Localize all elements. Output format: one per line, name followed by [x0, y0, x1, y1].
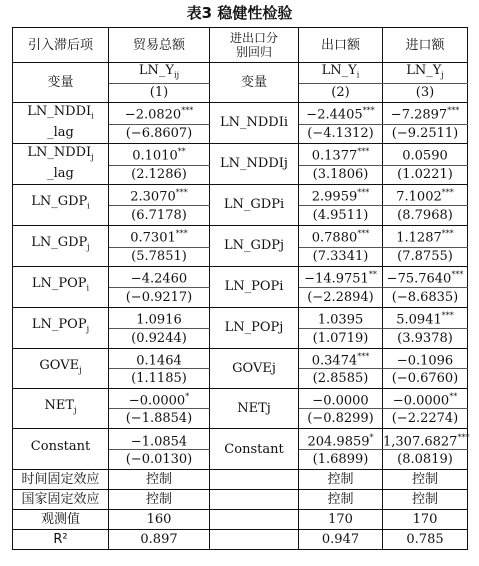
coef-value: 7.1002	[396, 189, 442, 205]
coef-exp	[299, 388, 383, 408]
row-variable-2: LN_NDDIi	[210, 102, 299, 143]
coef-total	[109, 429, 210, 450]
footer-row	[13, 510, 468, 530]
row-variable	[13, 225, 109, 266]
tstat-imp: (−8.6835)	[383, 287, 468, 307]
table-row	[13, 266, 468, 287]
coef-value: 5.0941	[396, 312, 442, 328]
row-variable-2: LN_GDPi	[210, 184, 299, 225]
coef-value: −2.0820	[124, 107, 182, 123]
header-total-trade: 贸易总额	[109, 28, 210, 63]
tstat-exp: (3.1806)	[299, 165, 383, 184]
header-separate-line1: 进出口分	[229, 31, 278, 45]
coef-value: 2.3070	[130, 189, 176, 205]
significance-stars: ***	[175, 229, 188, 239]
coef-imp	[383, 348, 468, 368]
footer-total: 160	[109, 510, 210, 530]
subheader-total-depvar	[109, 63, 210, 84]
coef-value: 1.0916	[136, 312, 182, 328]
footer-export: 0.947	[299, 530, 383, 550]
tstat-total: (−0.9217)	[109, 287, 210, 307]
subheader-export-var: LN_Y	[321, 63, 357, 78]
significance-stars: ***	[175, 187, 188, 197]
subheader-variable: 变量	[13, 63, 109, 103]
row-variable-2: LN_POPj	[210, 307, 299, 348]
table-row	[13, 102, 468, 124]
row-variable	[13, 348, 109, 388]
footer-export: 170	[299, 510, 383, 530]
tstat-total: (5.7851)	[109, 247, 210, 266]
coef-imp	[383, 266, 468, 287]
significance-stars: ***	[441, 229, 454, 239]
coef-value: −75.7640	[386, 271, 452, 287]
tstat-exp: (1.6899)	[299, 450, 383, 470]
footer-import: 控制	[383, 490, 468, 510]
subheader-import-num: (3)	[383, 83, 468, 102]
footer-total: 控制	[109, 490, 210, 510]
variable-tail: _lag	[47, 124, 74, 140]
coef-value: −0.0000	[312, 393, 369, 409]
coef-exp	[299, 307, 383, 328]
footer-import: 170	[383, 510, 468, 530]
row-variable-2: LN_NDDIj	[210, 143, 299, 184]
significance-stars: ***	[357, 187, 370, 197]
row-variable-2: NETj	[210, 388, 299, 428]
tstat-exp: (−4.1312)	[299, 124, 383, 143]
tstat-exp: (−0.8299)	[299, 409, 383, 429]
subheader-total-sub: ij	[174, 70, 180, 80]
footer-empty	[210, 470, 299, 490]
tstat-total: (1.1185)	[109, 368, 210, 388]
coef-total	[109, 184, 210, 205]
tstat-exp: (2.8585)	[299, 368, 383, 388]
coef-total	[109, 348, 210, 368]
coef-value: −4.2460	[130, 271, 188, 287]
variable-base: LN_GDP	[31, 194, 88, 210]
footer-row	[13, 490, 468, 510]
significance-stars: *	[185, 391, 190, 401]
footer-label: R²	[13, 530, 109, 550]
tstat-imp: (1.0221)	[383, 165, 468, 184]
coef-exp	[299, 429, 383, 450]
coef-exp	[299, 348, 383, 368]
variable-subscript: j	[86, 324, 90, 334]
coef-imp	[383, 307, 468, 328]
subheader-export-depvar	[299, 63, 383, 84]
row-variable	[13, 143, 109, 184]
coef-value: 1,307.6827	[383, 433, 458, 449]
coef-value: 1.0395	[317, 312, 364, 328]
significance-stars: **	[449, 391, 458, 401]
coef-value: 0.1010	[132, 148, 178, 164]
variable-subscript: i	[91, 111, 94, 121]
variable-base: LN_NDDI	[27, 104, 92, 120]
significance-stars: ***	[447, 106, 460, 116]
coef-value: −2.4405	[306, 107, 363, 123]
coef-exp	[299, 143, 383, 165]
footer-total: 控制	[109, 470, 210, 490]
footer-empty	[210, 510, 299, 530]
coef-value: 0.0590	[402, 148, 448, 164]
variable-subscript: i	[86, 283, 90, 293]
tstat-exp: (−2.2894)	[299, 287, 383, 307]
coef-value: −0.0000	[392, 393, 450, 409]
tstat-exp: (4.9511)	[299, 205, 383, 225]
significance-stars: ***	[441, 187, 454, 197]
row-variable	[13, 266, 109, 307]
footer-empty	[210, 490, 299, 510]
header-export: 出口额	[299, 28, 383, 63]
coef-total	[109, 388, 210, 408]
coef-value: 0.1464	[136, 352, 182, 368]
coef-value: −1.0854	[130, 433, 188, 449]
significance-stars: ***	[357, 351, 370, 361]
coef-imp	[383, 102, 468, 124]
footer-row	[13, 470, 468, 490]
footer-label: 观测值	[13, 510, 109, 530]
row-variable-2: LN_GDPj	[210, 225, 299, 266]
tstat-total: (−0.0130)	[109, 450, 210, 470]
subheader-export-num: (2)	[299, 83, 383, 102]
significance-stars: ***	[441, 310, 454, 320]
footer-export: 控制	[299, 470, 383, 490]
table-row	[13, 429, 468, 450]
tstat-total: (−6.8607)	[109, 124, 210, 143]
subheader-row-top	[13, 63, 468, 84]
tstat-total: (−1.8854)	[109, 409, 210, 429]
table-row	[13, 307, 468, 328]
footer-label: 时间固定效应	[13, 470, 109, 490]
significance-stars: ***	[451, 269, 464, 279]
significance-stars: ***	[181, 106, 194, 116]
coef-total	[109, 225, 210, 247]
significance-stars: ***	[357, 147, 370, 157]
tstat-total: (0.9244)	[109, 328, 210, 348]
tstat-imp: (8.7968)	[383, 205, 468, 225]
coef-value: −0.0000	[128, 393, 186, 409]
variable-subscript: j	[91, 152, 94, 162]
header-row	[13, 28, 468, 63]
coef-exp	[299, 266, 383, 287]
footer-label: 国家固定效应	[13, 490, 109, 510]
coef-value: −7.2897	[390, 107, 448, 123]
header-import: 进口额	[383, 28, 468, 63]
variable-tail: _lag	[47, 165, 74, 181]
header-separate-regression	[210, 28, 299, 63]
tstat-exp: (7.3341)	[299, 247, 383, 266]
variable-subscript: j	[79, 365, 82, 375]
subheader-import-var: LN_Y	[406, 63, 442, 78]
table-row	[13, 184, 468, 205]
variable-base: GOVE	[39, 357, 80, 373]
tstat-imp: (7.8755)	[383, 247, 468, 266]
significance-stars: *	[369, 432, 374, 442]
variable-base: NET	[44, 398, 75, 414]
coef-value: 0.7880	[311, 230, 358, 246]
row-variable	[13, 184, 109, 225]
coef-exp	[299, 102, 383, 124]
subheader-total-var: LN_Y	[138, 63, 175, 78]
subheader-import-sub: j	[441, 70, 444, 80]
table-row	[13, 225, 468, 247]
coef-imp	[383, 429, 468, 450]
coef-total	[109, 143, 210, 165]
variable-subscript: i	[87, 201, 90, 211]
coef-value: 0.7301	[130, 230, 176, 246]
variable-base: LN_GDP	[31, 235, 88, 251]
row-variable-2: Constant	[210, 429, 299, 470]
significance-stars: **	[368, 269, 377, 279]
coef-value: −0.1096	[396, 352, 454, 368]
subheader-import-depvar	[383, 63, 468, 84]
table-row	[13, 143, 468, 165]
coef-imp	[383, 388, 468, 408]
footer-total: 0.897	[109, 530, 210, 550]
coef-value: −14.9751	[304, 271, 369, 287]
variable-base: LN_POP	[31, 276, 87, 292]
row-variable-2: GOVEj	[210, 348, 299, 388]
coef-exp	[299, 225, 383, 247]
coef-total	[109, 102, 210, 124]
row-variable	[13, 388, 109, 428]
table-row	[13, 348, 468, 368]
table-row	[13, 388, 468, 408]
header-separate-line2: 别回归	[235, 45, 272, 59]
row-variable	[13, 307, 109, 348]
coef-imp	[383, 184, 468, 205]
variable-base: LN_NDDI	[27, 145, 92, 161]
subheader-export-sub: i	[356, 70, 360, 80]
variable-base: LN_POP	[31, 317, 87, 333]
robustness-table	[12, 27, 468, 550]
coef-total	[109, 307, 210, 328]
coef-value: 1.1287	[396, 230, 442, 246]
coef-value: 0.1377	[311, 148, 358, 164]
footer-import: 0.785	[383, 530, 468, 550]
tstat-imp: (−0.6760)	[383, 368, 468, 388]
variable-base: Constant	[30, 438, 91, 454]
coef-exp	[299, 184, 383, 205]
tstat-imp: (−2.2274)	[383, 409, 468, 429]
footer-row	[13, 530, 468, 550]
tstat-total: (6.7178)	[109, 205, 210, 225]
row-variable	[13, 429, 109, 470]
row-variable-2: LN_POPi	[210, 266, 299, 307]
subheader-variable-2: 变量	[210, 63, 299, 103]
row-variable	[13, 102, 109, 143]
significance-stars: **	[177, 147, 186, 157]
coef-imp	[383, 225, 468, 247]
significance-stars: ***	[457, 432, 470, 442]
tstat-imp: (−9.2511)	[383, 124, 468, 143]
tstat-imp: (3.9378)	[383, 328, 468, 348]
significance-stars: ***	[357, 229, 370, 239]
footer-export: 控制	[299, 490, 383, 510]
header-lag: 引入滞后项	[13, 28, 109, 63]
coef-total	[109, 266, 210, 287]
coef-value: 0.3474	[311, 352, 358, 368]
variable-subscript: j	[74, 405, 77, 415]
tstat-exp: (1.0719)	[299, 328, 383, 348]
coef-imp	[383, 143, 468, 165]
footer-empty	[210, 530, 299, 550]
table-title: 表3 稳健性检验	[186, 4, 293, 22]
variable-subscript: j	[87, 242, 90, 252]
coef-value: 204.9859	[307, 433, 370, 449]
significance-stars: ***	[362, 106, 375, 116]
tstat-imp: (8.0819)	[383, 450, 468, 470]
coef-value: 2.9959	[311, 189, 358, 205]
tstat-total: (2.1286)	[109, 165, 210, 184]
subheader-total-num: (1)	[109, 83, 210, 102]
footer-import: 控制	[383, 470, 468, 490]
